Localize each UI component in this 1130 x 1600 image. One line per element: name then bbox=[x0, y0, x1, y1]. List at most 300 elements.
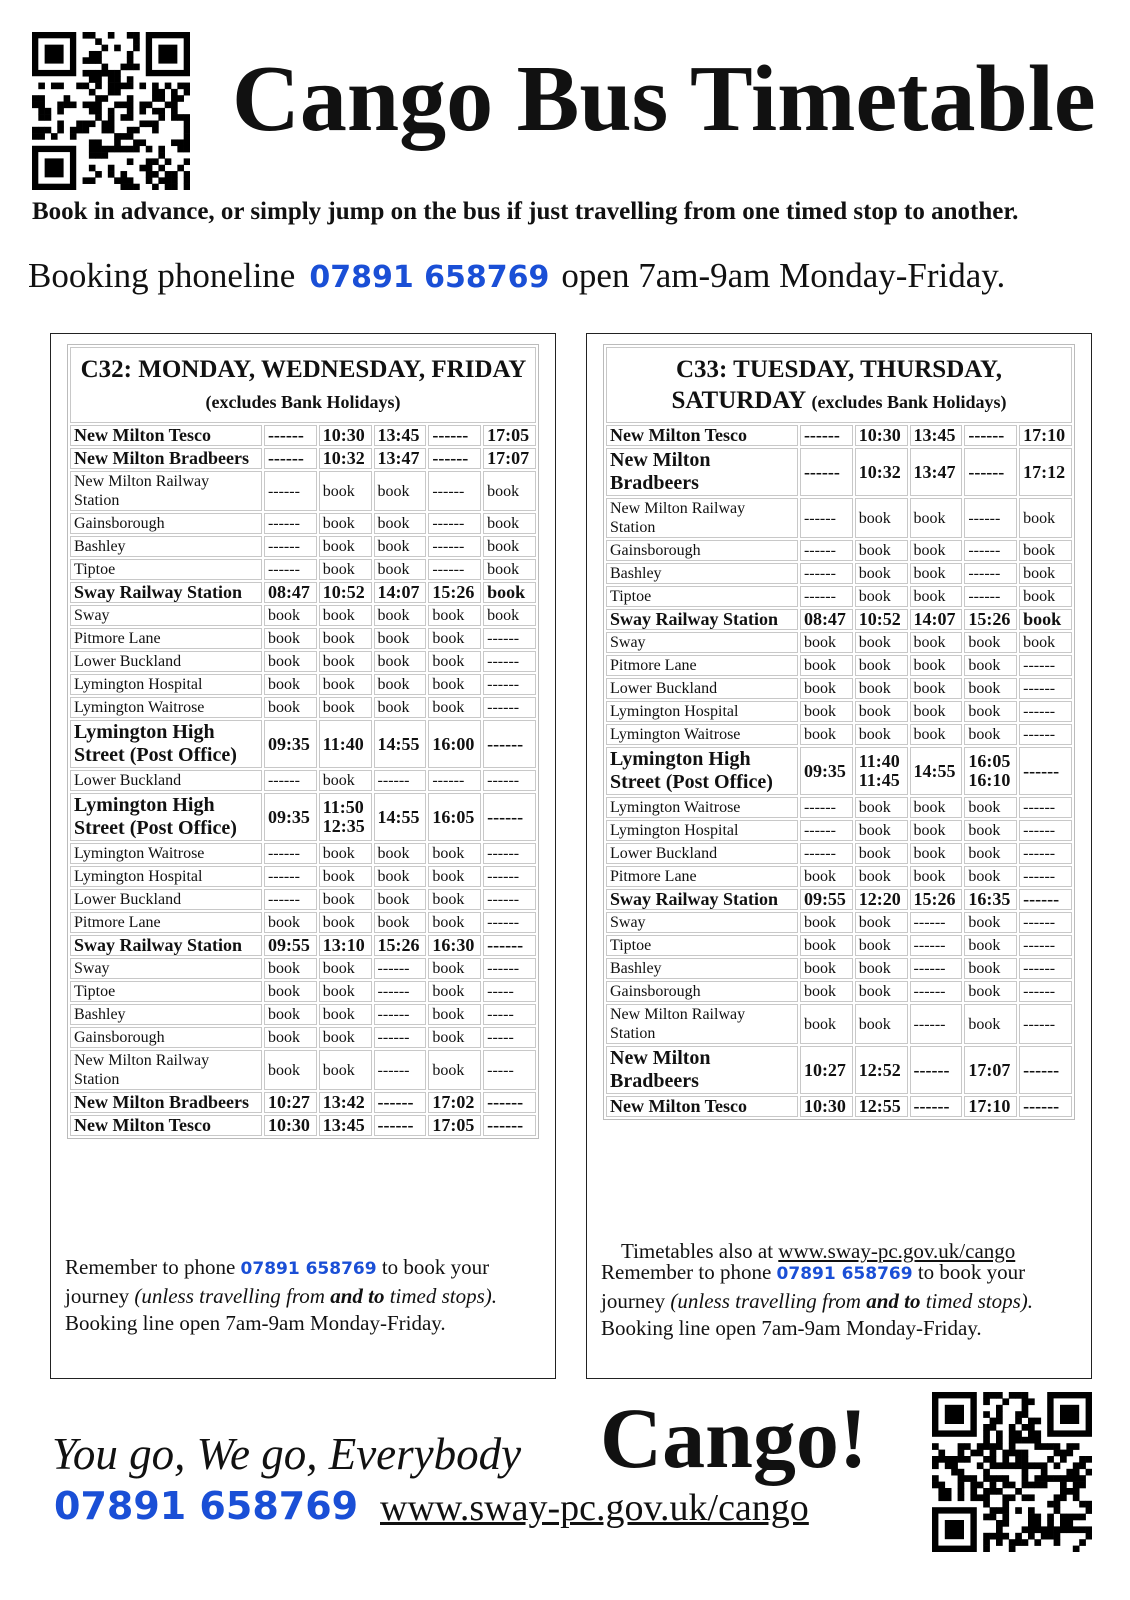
time-cell: 16:00 bbox=[428, 720, 481, 768]
also-url-link[interactable]: www.sway-pc.gov.uk/cango bbox=[778, 1239, 1016, 1263]
time-cell: ------ bbox=[264, 513, 317, 534]
time-cell: book bbox=[374, 513, 427, 534]
time-cell: 13:47 bbox=[374, 448, 427, 469]
footer-text: to book your bbox=[381, 1255, 490, 1279]
time-cell: book bbox=[319, 770, 372, 791]
time-cell: book bbox=[800, 1004, 853, 1044]
time-cell: book bbox=[428, 674, 481, 695]
time-cell: book bbox=[428, 1004, 481, 1025]
time-cell: book bbox=[964, 1004, 1017, 1044]
time-cell: book bbox=[319, 674, 372, 695]
time-cell: 11:40 bbox=[319, 720, 372, 768]
table-row bbox=[70, 513, 536, 534]
time-cell: ------ bbox=[264, 559, 317, 580]
c32-timetable bbox=[67, 344, 539, 1139]
time-cell: 17:05 bbox=[483, 425, 536, 446]
time-cell: ------ bbox=[1019, 1096, 1072, 1117]
time-cell: book bbox=[319, 471, 372, 511]
time-cell: book bbox=[483, 559, 536, 580]
time-cell: book bbox=[855, 655, 908, 676]
stop-name: Lymington Hospital bbox=[606, 820, 798, 841]
stop-name: Tiptoe bbox=[606, 586, 798, 607]
table-row bbox=[606, 889, 1072, 910]
time-cell: book bbox=[319, 697, 372, 718]
time-cell: ------ bbox=[910, 1004, 963, 1044]
time-cell: book bbox=[374, 889, 427, 910]
time-cell: book bbox=[800, 655, 853, 676]
table-row bbox=[70, 889, 536, 910]
time-cell: ------ bbox=[264, 843, 317, 864]
stop-name: New Milton Railway Station bbox=[606, 1004, 798, 1044]
stop-name: New Milton Bradbeers bbox=[70, 1092, 262, 1113]
stop-name: Sway bbox=[606, 632, 798, 653]
time-cell: 17:07 bbox=[964, 1046, 1017, 1094]
stop-name: Lymington Waitrose bbox=[606, 724, 798, 745]
table-row bbox=[70, 697, 536, 718]
time-cell: ------ bbox=[964, 586, 1017, 607]
time-cell: book bbox=[964, 797, 1017, 818]
stop-name: Gainsborough bbox=[606, 981, 798, 1002]
time-cell: 08:47 bbox=[800, 609, 853, 630]
time-cell: book bbox=[964, 820, 1017, 841]
time-cell: ------ bbox=[483, 651, 536, 672]
time-cell: 10:30 bbox=[264, 1115, 317, 1136]
time-cell: book bbox=[855, 701, 908, 722]
time-cell: ------ bbox=[374, 1115, 427, 1136]
qr-code-graphic bbox=[32, 32, 190, 190]
time-cell: 09:35 bbox=[800, 747, 853, 795]
time-cell: book bbox=[428, 1050, 481, 1090]
table-row bbox=[606, 563, 1072, 584]
time-cell: ------ bbox=[800, 563, 853, 584]
stop-name: New Milton Tesco bbox=[606, 1096, 798, 1117]
time-cell: ------ bbox=[1019, 655, 1072, 676]
stop-name: Sway Railway Station bbox=[70, 935, 262, 956]
time-cell: ------ bbox=[483, 720, 536, 768]
time-cell: ------ bbox=[910, 935, 963, 956]
time-cell: 14:55 bbox=[910, 747, 963, 795]
time-cell: book bbox=[319, 559, 372, 580]
time-cell: book bbox=[264, 697, 317, 718]
stop-name: Pitmore Lane bbox=[70, 912, 262, 933]
time-cell: book bbox=[428, 958, 481, 979]
time-cell: book bbox=[910, 586, 963, 607]
time-cell: book bbox=[910, 655, 963, 676]
time-cell: 17:07 bbox=[483, 448, 536, 469]
time-cell: book bbox=[800, 678, 853, 699]
time-cell: 11:40 11:45 bbox=[855, 747, 908, 795]
time-cell: book bbox=[964, 701, 1017, 722]
time-cell: book bbox=[319, 912, 372, 933]
time-cell: ------ bbox=[428, 448, 481, 469]
time-cell: book bbox=[428, 697, 481, 718]
time-cell: ------ bbox=[483, 843, 536, 864]
time-cell: book bbox=[428, 628, 481, 649]
time-cell: book bbox=[910, 563, 963, 584]
time-cell: book bbox=[855, 981, 908, 1002]
table-row bbox=[606, 678, 1072, 699]
table-row bbox=[70, 674, 536, 695]
time-cell: book bbox=[428, 651, 481, 672]
footer-emphasis: and to bbox=[866, 1289, 921, 1313]
time-cell: book bbox=[800, 935, 853, 956]
footer-text: to book your bbox=[917, 1260, 1026, 1284]
time-cell: book bbox=[264, 628, 317, 649]
time-cell: book bbox=[428, 889, 481, 910]
time-cell: book bbox=[1019, 632, 1072, 653]
time-cell: book bbox=[374, 866, 427, 887]
stop-name: Pitmore Lane bbox=[70, 628, 262, 649]
c32-footer-line2 bbox=[65, 1283, 497, 1310]
time-cell: book bbox=[1019, 586, 1072, 607]
stop-name: New Milton Railway Station bbox=[70, 1050, 262, 1090]
footer-emphasis: and to bbox=[330, 1284, 385, 1308]
time-cell: 11:50 12:35 bbox=[319, 793, 372, 841]
table-row bbox=[606, 912, 1072, 933]
time-cell: book bbox=[319, 1050, 372, 1090]
time-cell: 13:10 bbox=[319, 935, 372, 956]
time-cell: book bbox=[910, 866, 963, 887]
time-cell: ------ bbox=[964, 498, 1017, 538]
stop-name: New Milton Tesco bbox=[606, 425, 798, 446]
time-cell: ------ bbox=[800, 586, 853, 607]
table-row bbox=[70, 425, 536, 446]
time-cell: book bbox=[964, 912, 1017, 933]
time-cell: ------ bbox=[964, 425, 1017, 446]
time-cell: ------ bbox=[1019, 866, 1072, 887]
time-cell: book bbox=[374, 697, 427, 718]
time-cell: book bbox=[910, 701, 963, 722]
stop-name: Pitmore Lane bbox=[606, 655, 798, 676]
time-cell: book bbox=[855, 843, 908, 864]
time-cell: 17:02 bbox=[428, 1092, 481, 1113]
time-cell: book bbox=[855, 797, 908, 818]
table-row bbox=[606, 724, 1072, 745]
time-cell: ------ bbox=[910, 912, 963, 933]
time-cell: 17:05 bbox=[428, 1115, 481, 1136]
time-cell: book bbox=[800, 912, 853, 933]
table-row bbox=[606, 820, 1072, 841]
time-cell: book bbox=[319, 536, 372, 557]
time-cell: book bbox=[374, 628, 427, 649]
stop-name: Gainsborough bbox=[70, 513, 262, 534]
table-row bbox=[70, 770, 536, 791]
time-cell: ----- bbox=[483, 981, 536, 1002]
also-label: Timetables also at bbox=[621, 1239, 774, 1263]
time-cell: book bbox=[1019, 609, 1072, 630]
table-row bbox=[70, 866, 536, 887]
stop-name: Tiptoe bbox=[70, 981, 262, 1002]
c32-note: (excludes Bank Holidays) bbox=[205, 392, 401, 412]
table-row bbox=[606, 1046, 1072, 1094]
time-cell: ------ bbox=[1019, 701, 1072, 722]
table-row bbox=[70, 582, 536, 603]
time-cell: book bbox=[319, 605, 372, 626]
time-cell: ------ bbox=[1019, 820, 1072, 841]
page-title: Cango Bus Timetable bbox=[232, 47, 1096, 151]
time-cell: book bbox=[319, 628, 372, 649]
time-cell: ------ bbox=[374, 1092, 427, 1113]
time-cell: book bbox=[855, 912, 908, 933]
time-cell: 13:45 bbox=[910, 425, 963, 446]
time-cell: ------ bbox=[374, 1050, 427, 1090]
time-cell: book bbox=[910, 498, 963, 538]
time-cell: ------ bbox=[483, 912, 536, 933]
time-cell: ------ bbox=[483, 1092, 536, 1113]
time-cell: 15:26 bbox=[374, 935, 427, 956]
time-cell: ------ bbox=[483, 889, 536, 910]
time-cell: ------ bbox=[1019, 678, 1072, 699]
time-cell: book bbox=[855, 935, 908, 956]
c33-footer-line1 bbox=[601, 1259, 1033, 1288]
time-cell: ------ bbox=[1019, 1004, 1072, 1044]
footer-phone-number[interactable]: 07891 658769 bbox=[776, 1264, 913, 1284]
table-row bbox=[70, 720, 536, 768]
stop-name: New Milton Bradbeers bbox=[70, 448, 262, 469]
stop-name: Lymington High Street (Post Office) bbox=[70, 720, 262, 768]
intro-text: Book in advance, or simply jump on the bus if just travelling from one timed stop to another. bbox=[32, 198, 1019, 225]
table-row bbox=[70, 1092, 536, 1113]
time-cell: 17:10 bbox=[1019, 425, 1072, 446]
time-cell: 10:27 bbox=[800, 1046, 853, 1094]
time-cell: book bbox=[319, 651, 372, 672]
time-cell: book bbox=[910, 678, 963, 699]
time-cell: book bbox=[319, 958, 372, 979]
stop-name: New Milton Railway Station bbox=[70, 471, 262, 511]
c33-title: C33: TUESDAY, THURSDAY, SATURDAY bbox=[671, 356, 1003, 414]
phone-number[interactable]: 07891 658769 bbox=[309, 260, 550, 295]
table-row bbox=[606, 425, 1072, 446]
stop-name: Gainsborough bbox=[606, 540, 798, 561]
time-cell: book bbox=[319, 1004, 372, 1025]
footer-italic-text: (unless travelling from bbox=[134, 1284, 325, 1308]
time-cell: 10:52 bbox=[319, 582, 372, 603]
table-row bbox=[606, 540, 1072, 561]
time-cell: ------ bbox=[374, 1004, 427, 1025]
time-cell: book bbox=[428, 843, 481, 864]
c32-footer-line3: Booking line open 7am-9am Monday-Friday. bbox=[65, 1311, 446, 1335]
time-cell: ------ bbox=[964, 448, 1017, 496]
time-cell: 14:07 bbox=[374, 582, 427, 603]
table-row bbox=[606, 747, 1072, 795]
table-row bbox=[606, 981, 1072, 1002]
time-cell: book bbox=[855, 678, 908, 699]
time-cell: book bbox=[319, 513, 372, 534]
stop-name: Lower Buckland bbox=[70, 770, 262, 791]
stop-name: Bashley bbox=[70, 536, 262, 557]
time-cell: ------ bbox=[483, 793, 536, 841]
table-row bbox=[606, 448, 1072, 496]
time-cell: book bbox=[964, 843, 1017, 864]
time-cell: book bbox=[855, 866, 908, 887]
stop-name: Tiptoe bbox=[606, 935, 798, 956]
time-cell: book bbox=[964, 866, 1017, 887]
stop-name: New Milton Railway Station bbox=[606, 498, 798, 538]
time-cell: book bbox=[374, 843, 427, 864]
time-cell: book bbox=[264, 912, 317, 933]
c33-rows bbox=[606, 347, 1072, 1117]
time-cell: book bbox=[319, 866, 372, 887]
time-cell: ------ bbox=[483, 935, 536, 956]
c32-footer-line1 bbox=[65, 1254, 497, 1283]
time-cell: book bbox=[319, 1027, 372, 1048]
time-cell: book bbox=[964, 981, 1017, 1002]
time-cell: book bbox=[483, 605, 536, 626]
time-cell: 17:12 bbox=[1019, 448, 1072, 496]
time-cell: ------ bbox=[264, 425, 317, 446]
time-cell: 08:47 bbox=[264, 582, 317, 603]
time-cell: ------ bbox=[483, 628, 536, 649]
stop-name: Lower Buckland bbox=[70, 889, 262, 910]
stop-name: Bashley bbox=[606, 563, 798, 584]
time-cell: ------ bbox=[910, 1096, 963, 1117]
time-cell: ------ bbox=[800, 425, 853, 446]
stop-name: Sway bbox=[606, 912, 798, 933]
stop-name: Tiptoe bbox=[70, 559, 262, 580]
stop-name: New Milton Tesco bbox=[70, 1115, 262, 1136]
time-cell: 12:52 bbox=[855, 1046, 908, 1094]
time-cell: ------ bbox=[428, 471, 481, 511]
time-cell: book bbox=[374, 605, 427, 626]
time-cell: ------ bbox=[1019, 843, 1072, 864]
time-cell: book bbox=[374, 559, 427, 580]
time-cell: book bbox=[964, 724, 1017, 745]
time-cell: book bbox=[964, 958, 1017, 979]
time-cell: 12:55 bbox=[855, 1096, 908, 1117]
time-cell: ------ bbox=[264, 866, 317, 887]
time-cell: book bbox=[800, 981, 853, 1002]
time-cell: ------ bbox=[264, 471, 317, 511]
table-row bbox=[70, 1115, 536, 1136]
table-row bbox=[606, 632, 1072, 653]
stop-name: Lymington High Street (Post Office) bbox=[70, 793, 262, 841]
stop-name: Sway Railway Station bbox=[70, 582, 262, 603]
time-cell: book bbox=[319, 981, 372, 1002]
time-cell: ------ bbox=[428, 425, 481, 446]
table-row bbox=[70, 1004, 536, 1025]
time-cell: book bbox=[374, 536, 427, 557]
time-cell: book bbox=[910, 540, 963, 561]
time-cell: 13:45 bbox=[319, 1115, 372, 1136]
time-cell: 14:07 bbox=[910, 609, 963, 630]
time-cell: 15:26 bbox=[910, 889, 963, 910]
stop-name: Lymington Hospital bbox=[606, 701, 798, 722]
time-cell: book bbox=[855, 586, 908, 607]
time-cell: 09:35 bbox=[264, 793, 317, 841]
time-cell: book bbox=[374, 674, 427, 695]
stop-name: Bashley bbox=[606, 958, 798, 979]
time-cell: book bbox=[264, 674, 317, 695]
time-cell: book bbox=[428, 605, 481, 626]
time-cell: 15:26 bbox=[964, 609, 1017, 630]
time-cell: ----- bbox=[483, 1050, 536, 1090]
time-cell: 16:30 bbox=[428, 935, 481, 956]
time-cell: ------ bbox=[483, 958, 536, 979]
time-cell: ------ bbox=[483, 1115, 536, 1136]
table-row bbox=[606, 586, 1072, 607]
footer-italic-text: timed stops). bbox=[389, 1284, 498, 1308]
time-cell: book bbox=[800, 866, 853, 887]
stop-name: Gainsborough bbox=[70, 1027, 262, 1048]
time-cell: book bbox=[910, 820, 963, 841]
c32-title-cell bbox=[70, 347, 536, 423]
time-cell: book bbox=[264, 981, 317, 1002]
time-cell: ----- bbox=[483, 1004, 536, 1025]
footer-text: journey bbox=[601, 1289, 666, 1313]
time-cell: 10:30 bbox=[800, 1096, 853, 1117]
time-cell: ------ bbox=[264, 536, 317, 557]
footer-italic-text: (unless travelling from bbox=[670, 1289, 861, 1313]
time-cell: book bbox=[855, 563, 908, 584]
time-cell: ------ bbox=[374, 958, 427, 979]
time-cell: book bbox=[910, 632, 963, 653]
cango-logo-text: Cango! bbox=[600, 1390, 868, 1486]
time-cell: ------ bbox=[964, 563, 1017, 584]
stop-name: Bashley bbox=[70, 1004, 262, 1025]
c32-header-row bbox=[70, 347, 536, 423]
bottom-phone-number[interactable]: 07891 658769 bbox=[54, 1484, 359, 1528]
time-cell: book bbox=[855, 724, 908, 745]
time-cell: book bbox=[264, 651, 317, 672]
time-cell: book bbox=[800, 958, 853, 979]
table-row bbox=[606, 1096, 1072, 1117]
table-row bbox=[70, 1050, 536, 1090]
bottom-url-link[interactable]: www.sway-pc.gov.uk/cango bbox=[380, 1487, 809, 1529]
time-cell: book bbox=[428, 866, 481, 887]
table-row bbox=[606, 1004, 1072, 1044]
time-cell: book bbox=[264, 1027, 317, 1048]
stop-name: New Milton Tesco bbox=[70, 425, 262, 446]
time-cell: 14:55 bbox=[374, 720, 427, 768]
c33-note: (excludes Bank Holidays) bbox=[811, 392, 1007, 412]
c33-timetable bbox=[603, 344, 1075, 1120]
time-cell: ------ bbox=[1019, 889, 1072, 910]
time-cell: book bbox=[319, 843, 372, 864]
table-row bbox=[606, 866, 1072, 887]
time-cell: ------ bbox=[1019, 1046, 1072, 1094]
c33-timetable-panel bbox=[586, 333, 1092, 1379]
time-cell: book bbox=[910, 843, 963, 864]
time-cell: ------ bbox=[964, 540, 1017, 561]
stop-name: Lymington Waitrose bbox=[70, 697, 262, 718]
time-cell: book bbox=[483, 582, 536, 603]
time-cell: 16:35 bbox=[964, 889, 1017, 910]
c33-header-row bbox=[606, 347, 1072, 423]
stop-name: Lymington Waitrose bbox=[606, 797, 798, 818]
time-cell: book bbox=[374, 651, 427, 672]
c32-rows bbox=[70, 347, 536, 1136]
time-cell: ------ bbox=[483, 674, 536, 695]
time-cell: ------ bbox=[800, 448, 853, 496]
time-cell: book bbox=[374, 912, 427, 933]
time-cell: ------ bbox=[428, 513, 481, 534]
time-cell: ------ bbox=[428, 536, 481, 557]
time-cell: book bbox=[964, 632, 1017, 653]
stop-name: Lymington Hospital bbox=[70, 866, 262, 887]
qr-code-graphic bbox=[932, 1392, 1092, 1552]
time-cell: book bbox=[1019, 498, 1072, 538]
stop-name: Sway Railway Station bbox=[606, 609, 798, 630]
stop-name: Sway bbox=[70, 958, 262, 979]
footer-phone-number[interactable]: 07891 658769 bbox=[240, 1259, 377, 1279]
c33-footer bbox=[601, 1259, 1033, 1342]
time-cell: book bbox=[855, 498, 908, 538]
time-cell: book bbox=[964, 678, 1017, 699]
time-cell: ------ bbox=[910, 1046, 963, 1094]
time-cell: book bbox=[855, 820, 908, 841]
time-cell: ------ bbox=[374, 1027, 427, 1048]
time-cell: ------ bbox=[800, 820, 853, 841]
